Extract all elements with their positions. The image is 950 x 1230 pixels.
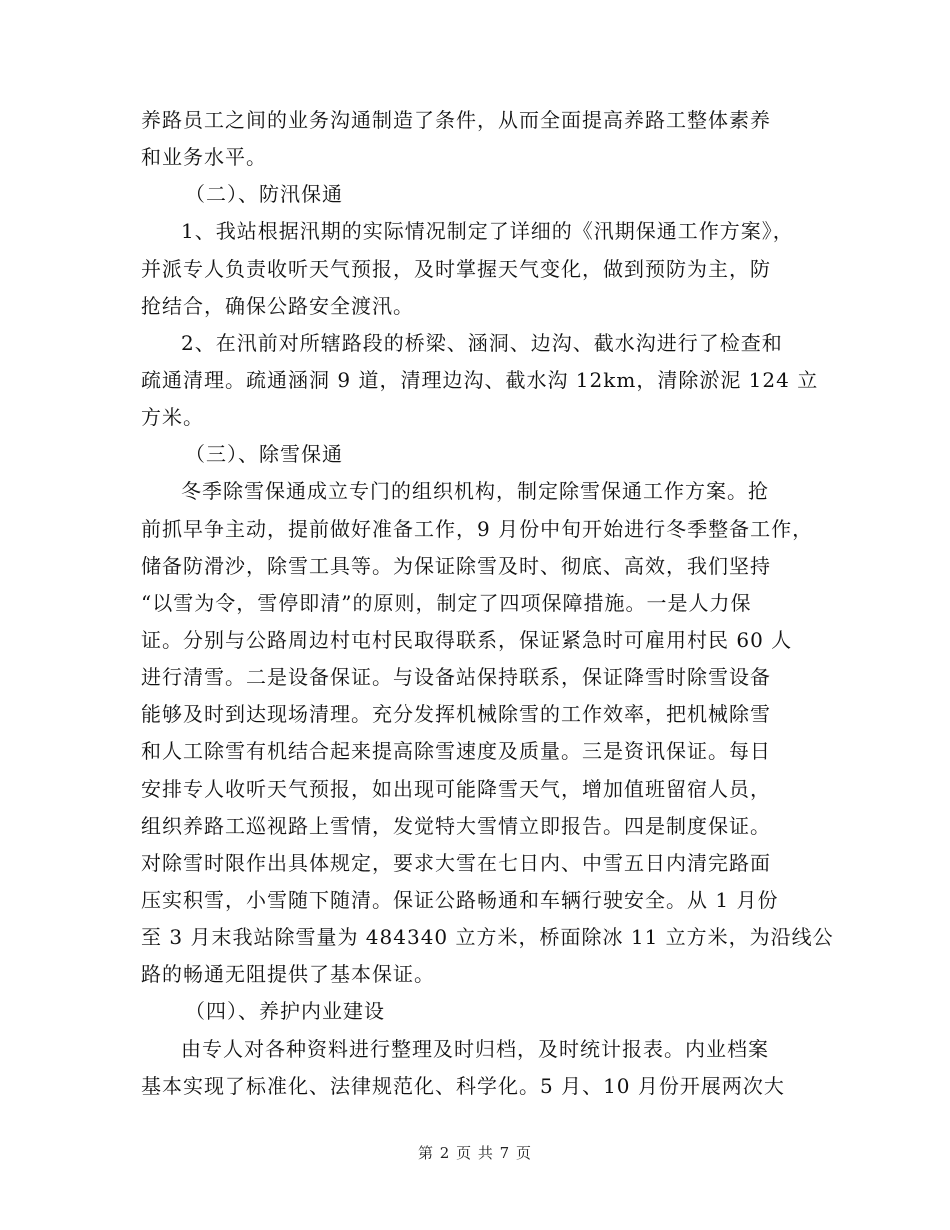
text-line: 压实积雪，小雪随下随清。保证公路畅通和车辆行驶安全。从 1 月份 <box>141 887 779 912</box>
text-line: 安排专人收听天气预报，如出现可能降雪天气，增加值班留宿人员， <box>141 776 771 801</box>
text-line: “以雪为令，雪停即清”的原则，制定了四项保障措施。一是人力保 <box>141 590 752 615</box>
text-line: 和人工除雪有机结合起来提高除雪速度及质量。三是资讯保证。每日 <box>141 739 771 764</box>
page-footer: 第 2 页 共 7 页 <box>418 1144 532 1162</box>
section-heading: （四）、养护内业建设 <box>185 999 385 1024</box>
text-line: 2、在汛前对所辖路段的桥梁、涵洞、边沟、截水沟进行了检查和 <box>181 330 783 355</box>
text-line: 能够及时到达现场清理。充分发挥机械除雪的工作效率，把机械除雪 <box>141 702 771 727</box>
text-line: 基本实现了标准化、法律规范化、科学化。5 月、10 月份开展两次大 <box>141 1073 785 1098</box>
text-line: 冬季除雪保通成立专门的组织机构，制定除雪保通工作方案。抢 <box>181 479 769 504</box>
text-line: 由专人对各种资料进行整理及时归档，及时统计报表。内业档案 <box>181 1036 769 1061</box>
text-line: 至 3 月末我站除雪量为 484340 立方米，桥面除冰 11 立方米，为沿线公 <box>141 925 834 950</box>
text-line: 和业务水平。 <box>141 145 267 170</box>
text-line: 组织养路工巡视路上雪情，发觉特大雪情立即报告。四是制度保证。 <box>141 813 771 838</box>
text-line: 前抓早争主动，提前做好准备工作，9 月份中旬开始进行冬季整备工作， <box>141 516 814 541</box>
text-line: 证。分别与公路周边村屯村民取得联系，保证紧急时可雇用村民 60 人 <box>141 627 793 652</box>
text-line: 路的畅通无阻提供了基本保证。 <box>141 962 435 987</box>
text-line: 抢结合，确保公路安全渡汛。 <box>141 293 414 318</box>
text-line: 1、我站根据汛期的实际情况制定了详细的《汛期保通工作方案》， <box>181 219 794 244</box>
section-heading: （三）、除雪保通 <box>185 442 343 467</box>
text-line: 疏通清理。疏通涵洞 9 道，清理边沟、截水沟 12km，清除淤泥 124 立 <box>141 367 819 392</box>
body-text <box>141 102 841 1105</box>
text-line: 对除雪时限作出具体规定，要求大雪在七日内、中雪五日内清完路面 <box>141 850 771 875</box>
text-line: 储备防滑沙，除雪工具等。为保证除雪及时、彻底、高效，我们坚持 <box>141 553 771 578</box>
section-heading: （二）、防汛保通 <box>185 182 343 207</box>
text-line: 进行清雪。二是设备保证。与设备站保持联系，保证降雪时除雪设备 <box>141 665 771 690</box>
text-line: 并派专人负责收听天气预报，及时掌握天气变化，做到预防为主，防 <box>141 256 771 281</box>
text-line: 方米。 <box>141 405 204 430</box>
text-line: 养路员工之间的业务沟通制造了条件，从而全面提高养路工整体素养 <box>141 108 771 132</box>
